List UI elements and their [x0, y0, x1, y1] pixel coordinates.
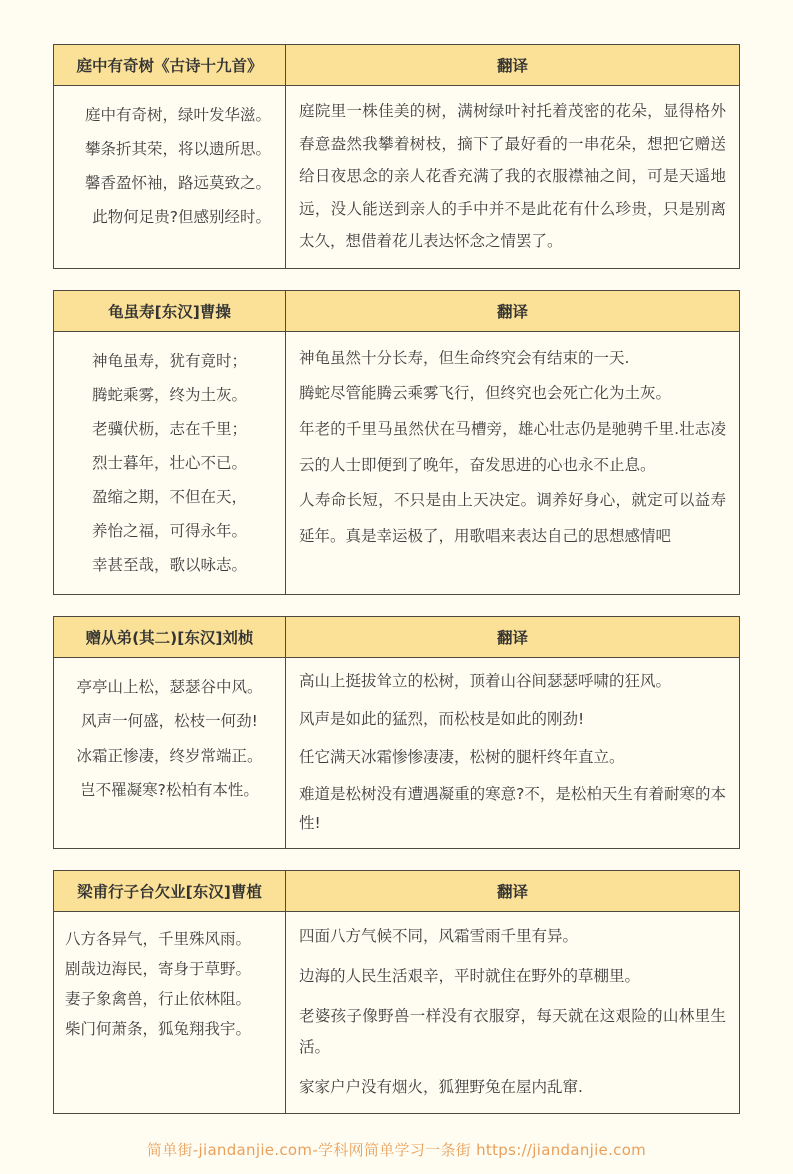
table-header-row	[54, 617, 740, 658]
poem-title: 庭中有奇树《古诗十九首》	[54, 45, 286, 86]
poem-text-cell	[54, 911, 286, 1113]
poem-title: 龟虽寿[东汉]曹操	[54, 290, 286, 331]
translation-header: 翻译	[286, 870, 740, 911]
watermark-footer: 简单街-jiandanjie.com-学科网简单学习一条街 https://jiandanjie.com	[146, 1140, 647, 1159]
poem-line: 养怡之福，可得永年。	[91, 522, 247, 541]
poem-line: 亭亭山上松，瑟瑟谷中风。	[76, 678, 263, 697]
table-header-row	[54, 290, 740, 331]
translation-line: 庭院里一株佳美的树，满树绿叶衬托着茂密的花朵，显得格外春意盎然我攀着树枝，摘下了最好看的一串花朵，想把它赠送给日夜思念的亲人花香充满了我的衣服襟袖之间，可是天遥地远，没人能送到亲人的手中并不是此花有什么珍贵，只是别离太久，想借着花儿表达怀念之情罢了。	[299, 102, 726, 251]
poem-text-cell	[54, 331, 286, 595]
table-body-row	[54, 911, 740, 1113]
translation-text-cell	[286, 86, 740, 269]
translation-line: 边海的人民生活艰辛，平时就住在野外的草棚里。	[299, 966, 641, 985]
poem-line: 剧哉边海民，寄身于草野。	[65, 959, 252, 978]
poem-line: 妻子象禽兽，行止依林阻。	[65, 990, 252, 1009]
poem-line: 冰霜正惨凄，终岁常端正。	[76, 746, 263, 765]
poem-line: 风声一何盛，松枝一何劲!	[81, 712, 258, 731]
poem-table	[53, 44, 740, 269]
translation-text-cell	[286, 911, 740, 1113]
poem-line: 八方各异气，千里殊风雨。	[65, 929, 252, 948]
translation-line: 难道是松树没有遭遇凝重的寒意?不，是松柏天生有着耐寒的本性!	[299, 785, 726, 833]
table-body-row	[54, 86, 740, 269]
table-header-row	[54, 870, 740, 911]
translation-line: 腾蛇尽管能腾云乘雾飞行，但终究也会死亡化为土灰。	[299, 384, 672, 403]
translation-line: 老婆孩子像野兽一样没有衣服穿，每天就在这艰险的山林里生活。	[299, 1006, 726, 1056]
translation-line: 家家户户没有烟火，狐狸野兔在屋内乱窜.	[299, 1077, 583, 1096]
poem-line: 幸甚至哉，歌以咏志。	[91, 556, 247, 575]
poem-title: 赠从弟(其二)[东汉]刘桢	[54, 617, 286, 658]
poem-line: 庭中有奇树，绿叶发华滋。	[84, 106, 271, 124]
poem-table	[53, 290, 740, 596]
translation-header: 翻译	[286, 45, 740, 86]
translation-line: 风声是如此的猛烈，而松枝是如此的刚劲!	[299, 710, 585, 729]
translation-line: 高山上挺拔耸立的松树，顶着山谷间瑟瑟呼啸的狂风。	[299, 672, 672, 691]
poem-line: 烈士暮年，壮心不已。	[91, 454, 247, 473]
poem-line: 老骥伏枥，志在千里；	[91, 419, 247, 438]
poem-tables-container	[53, 44, 740, 1114]
poem-line: 攀条折其荣，将以遗所思。	[84, 140, 271, 159]
poem-table	[53, 616, 740, 848]
translation-header: 翻译	[286, 290, 740, 331]
table-body-row	[54, 331, 740, 595]
poem-title: 梁甫行子台欠业[东汉]曹植	[54, 870, 286, 911]
poem-line: 此物何足贵?但感别经时。	[92, 208, 271, 227]
table-body-row	[54, 658, 740, 848]
poem-line: 盈缩之期，不但在天，	[91, 488, 247, 507]
translation-line: 任它满天冰霜惨惨凄凄，松树的腿杆终年直立。	[299, 747, 625, 766]
poem-text-cell	[54, 658, 286, 848]
translation-header: 翻译	[286, 617, 740, 658]
poem-table	[53, 870, 740, 1114]
poem-line: 腾蛇乘雾，终为土灰。	[91, 385, 247, 404]
translation-text-cell	[286, 658, 740, 848]
poem-line: 神龟虽寿，犹有竟时；	[91, 351, 247, 370]
poem-line: 柴门何萧条，狐兔翔我宇。	[65, 1020, 252, 1039]
translation-line: 四面八方气候不同，风霜雪雨千里有异。	[299, 926, 579, 945]
table-header-row	[54, 45, 740, 86]
translation-line: 人寿命长短，不只是由上天决定。调养好身心，就定可以益寿延年。真是幸运极了，用歌唱来表达自己的思想感情吧	[299, 491, 726, 545]
translation-text-cell	[286, 331, 740, 595]
translation-line: 神龟虽然十分长寿，但生命终究会有结束的一天.	[299, 348, 630, 367]
translation-line: 年老的千里马虽然伏在马槽旁，雄心壮志仍是驰骋千里.壮志凌云的人士即便到了晚年，奋发思进的心也永不止息。	[299, 420, 726, 474]
poem-text-cell	[54, 86, 286, 269]
poem-line: 馨香盈怀袖，路远莫致之。	[84, 174, 271, 193]
poem-line: 岂不罹凝寒?松柏有本性。	[80, 780, 259, 799]
